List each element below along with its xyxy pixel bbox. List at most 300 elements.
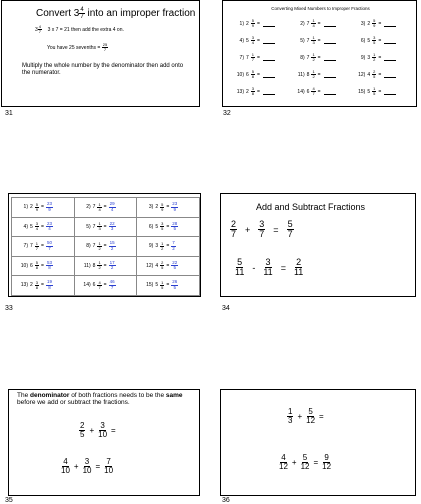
answer-blank: [263, 37, 275, 44]
slide-number-33: 33: [5, 305, 13, 312]
fraction-a: [61, 458, 70, 475]
denominator: 4: [251, 40, 255, 45]
slide-number-31: 31: [5, 110, 13, 117]
numerator: 50: [46, 240, 52, 246]
answer-blank: [324, 88, 336, 95]
answer-fraction: [46, 261, 53, 271]
numerator: 23: [46, 220, 52, 226]
denominator: 9: [35, 206, 39, 212]
denominator: 2: [373, 57, 376, 62]
answer-cell: [12, 218, 75, 238]
denominator: 5: [80, 430, 85, 439]
numerator: 15: [109, 240, 115, 246]
equals-sign: =: [378, 54, 382, 61]
numerator: 2: [231, 219, 237, 229]
numerator: 1: [161, 279, 164, 285]
numerator: 5: [373, 18, 376, 23]
equals-sign: =: [41, 282, 44, 289]
question-cell: [352, 15, 413, 32]
question-number: 9): [148, 243, 154, 250]
fraction-a: [279, 454, 288, 471]
question-cell: [231, 15, 292, 32]
equals-sign: =: [166, 223, 170, 230]
denominator: 2: [161, 245, 164, 251]
mixed-fraction: [35, 203, 39, 212]
text-pre: The: [17, 392, 31, 399]
mixed-fraction: [251, 87, 255, 96]
whole-number: 4: [155, 262, 159, 269]
equals-sign: =: [378, 37, 382, 44]
question-cell: [352, 32, 413, 49]
question-number: 3): [360, 20, 366, 27]
numerator: 1: [251, 52, 255, 57]
denominator: 8: [48, 284, 51, 290]
question-cell: [292, 32, 353, 49]
answer-cell: [12, 276, 75, 296]
question-number: 10): [20, 262, 28, 269]
numerator: 1: [98, 221, 101, 227]
denominator: 2: [312, 74, 315, 79]
answer-grid: [11, 197, 200, 296]
denominator: 10: [82, 466, 92, 475]
mixed-fraction: [372, 70, 376, 79]
title-suffix: into an improper fraction: [87, 8, 196, 20]
numerator: 2: [80, 421, 85, 430]
fraction-a: [79, 422, 85, 439]
numerator: 1: [98, 260, 101, 266]
mixed-fraction: [160, 203, 164, 212]
question-number: 2): [86, 204, 91, 211]
answer-blank: [384, 20, 396, 27]
equals-sign: =: [41, 204, 44, 211]
question-number: 4): [239, 37, 244, 44]
text-bold-same: same: [165, 392, 183, 399]
equals-sign: =: [317, 37, 321, 44]
numerator: 1: [98, 240, 101, 246]
equals-sign: =: [317, 88, 321, 95]
numerator: 3: [251, 35, 255, 40]
question-number: 11): [83, 262, 91, 269]
denominator: 12: [306, 416, 316, 425]
denominator: 4: [35, 226, 39, 232]
mixed-fraction: [311, 87, 315, 96]
question-number: 15): [146, 282, 154, 289]
whole-number: 5: [367, 88, 371, 95]
denominator: 9: [161, 206, 164, 212]
numerator: 4: [80, 7, 84, 13]
numerator: 19: [46, 279, 52, 285]
whole-number: 2: [155, 204, 159, 211]
mixed-fraction: [372, 36, 376, 45]
answer-fraction: [171, 241, 176, 251]
slide-number-36: 36: [222, 497, 230, 504]
whole-number: 7: [306, 54, 310, 61]
denominator: 5: [161, 284, 164, 290]
operator: -: [252, 262, 256, 273]
whole-number: 5: [155, 223, 159, 230]
denominator: 11: [293, 267, 304, 277]
question-number: 7): [239, 54, 244, 61]
fraction-b: [98, 422, 107, 439]
question-cell: [352, 49, 413, 66]
title-fraction: [79, 7, 84, 20]
question-number: 14): [83, 282, 91, 289]
slide-31[interactable]: [1, 0, 200, 107]
numerator: 3: [100, 421, 105, 430]
fraction-b: [306, 408, 315, 425]
answer-fraction: [171, 202, 178, 212]
question-number: 12): [358, 71, 366, 78]
equals-sign: =: [41, 262, 44, 269]
answer-cell: [137, 276, 200, 296]
denominator: 5: [161, 265, 164, 271]
answer-fraction: [46, 222, 53, 232]
denominator: 5: [161, 226, 164, 232]
denominator: 7: [110, 284, 114, 290]
answer-fraction: [109, 202, 116, 212]
numerator: 5: [35, 201, 39, 207]
slide-34-title: Add and Subtract Fractions: [256, 202, 366, 212]
numerator: 3: [161, 221, 164, 227]
operator: +: [73, 462, 79, 471]
whole-number: 6: [92, 282, 96, 289]
denominator: 9: [373, 23, 376, 28]
equals-sign: =: [103, 262, 107, 269]
numerator: 3: [35, 279, 39, 285]
slide-34[interactable]: [220, 193, 416, 297]
numerator: 46: [109, 279, 115, 285]
whole-number: 2: [367, 20, 371, 27]
operator: +: [297, 412, 303, 421]
equals-sign: =: [95, 462, 101, 471]
numerator: 26: [172, 279, 178, 285]
mixed-fraction: [372, 19, 376, 28]
question-number: 7): [23, 243, 28, 250]
numerator: 4: [98, 279, 101, 285]
numerator: 1: [312, 52, 315, 57]
denominator: 5: [173, 265, 177, 271]
answer-blank: [384, 71, 396, 78]
numerator: 25: [102, 42, 108, 47]
equation-2: [279, 454, 331, 471]
whole-number: 5: [246, 37, 249, 44]
equals-sign: =: [257, 37, 260, 44]
equals-sign: =: [257, 20, 260, 27]
equals-sign: =: [166, 204, 170, 211]
denominator: 8: [251, 91, 255, 96]
denominator: 5: [173, 284, 177, 290]
answer-cell: [137, 198, 200, 218]
step-whole: 3: [35, 26, 38, 33]
numerator: 3: [251, 86, 255, 91]
numerator: 7: [106, 457, 111, 466]
fraction-b: [83, 458, 92, 475]
result-fraction: [322, 454, 331, 471]
fraction-a: [235, 258, 244, 277]
numerator: 3: [259, 219, 265, 229]
title-prefix: Convert 3: [36, 8, 80, 20]
text-post: before we add or subtract the fractions.: [17, 399, 130, 407]
mixed-fraction: [372, 53, 376, 62]
numerator: 22: [172, 259, 178, 265]
mixed-fraction: [311, 53, 315, 62]
question-number: 5): [300, 37, 305, 44]
equals-sign: =: [257, 71, 260, 78]
denominator: 2: [172, 245, 175, 251]
slide-31-step: [35, 25, 124, 34]
denominator: 7: [38, 29, 42, 34]
numerator: 5: [251, 18, 255, 23]
equals-sign: =: [313, 458, 319, 467]
whole-number: 7: [30, 243, 33, 250]
equals-sign: =: [111, 426, 116, 435]
whole-number: 2: [246, 88, 249, 95]
question-number: 6): [148, 223, 154, 230]
numerator: 5: [161, 201, 164, 207]
denominator: 12: [322, 462, 332, 471]
slide-33[interactable]: [8, 193, 201, 297]
question-number: 15): [358, 88, 366, 95]
denominator: 7: [103, 47, 107, 52]
numerator: 3: [35, 221, 39, 227]
answer-cell: [12, 257, 75, 277]
question-number: 13): [20, 282, 28, 289]
equation-1: [230, 220, 294, 239]
slide-number-34: 34: [222, 305, 230, 312]
fraction-b: [301, 454, 310, 471]
denominator: 3: [312, 40, 315, 45]
numerator: 5: [308, 407, 313, 416]
slide-31-title: [36, 7, 195, 20]
denominator: 2: [98, 265, 101, 271]
answer-blank: [263, 54, 275, 61]
whole-number: 2: [30, 282, 33, 289]
equals-sign: =: [378, 20, 382, 27]
equals-sign: =: [166, 243, 170, 250]
answer-fraction: [46, 241, 53, 251]
numerator: 5: [35, 260, 39, 266]
mixed-fraction: [251, 19, 255, 28]
numerator: 22: [109, 220, 115, 226]
result-fraction: [102, 43, 108, 52]
numerator: 9: [324, 453, 329, 462]
denominator: 10: [98, 430, 108, 439]
numerator: 1: [35, 240, 39, 246]
denominator: 9: [251, 23, 255, 28]
question-grid: [231, 15, 413, 100]
equals-sign: =: [103, 204, 107, 211]
denominator: 8: [35, 265, 39, 271]
numerator: 23: [172, 201, 178, 207]
fraction-a: [287, 408, 293, 425]
equation-1: [287, 408, 324, 425]
numerator: 1: [312, 18, 315, 23]
answer-fraction: [46, 202, 53, 212]
mixed-fraction: [372, 87, 376, 96]
equals-sign: =: [319, 412, 324, 421]
denominator: 8: [35, 284, 39, 290]
mixed-fraction: [97, 281, 101, 290]
numerator: 5: [251, 69, 255, 74]
answer-fraction: [109, 241, 116, 251]
question-number: 6): [360, 37, 366, 44]
step-text: 3 x 7 = 21 then add the extra 4 on.: [47, 26, 124, 33]
equals-sign: =: [103, 223, 107, 230]
denominator: 7: [80, 14, 84, 20]
equals-sign: =: [41, 243, 44, 250]
numerator: 3: [373, 35, 376, 40]
question-cell: [352, 66, 413, 83]
fraction-b: [258, 220, 265, 239]
answer-fraction: [171, 261, 178, 271]
question-number: 5): [86, 223, 91, 230]
question-number: 11): [297, 71, 305, 78]
denominator: 5: [373, 40, 376, 45]
denominator: 4: [312, 23, 315, 28]
question-number: 10): [236, 71, 244, 78]
whole-number: 3: [367, 54, 371, 61]
question-number: 8): [86, 243, 91, 250]
numerator: 1: [161, 240, 164, 246]
whole-number: 7: [306, 20, 310, 27]
answer-fraction: [46, 280, 53, 290]
question-number: 4): [23, 223, 28, 230]
numerator: 7: [172, 240, 175, 246]
equals-sign: =: [103, 282, 107, 289]
denominator: 11: [263, 267, 273, 277]
equals-sign: =: [378, 88, 382, 95]
question-cell: [231, 83, 292, 100]
answer-blank: [263, 20, 275, 27]
mixed-fraction: [97, 203, 101, 212]
denominator: 7: [98, 284, 101, 290]
question-number: 8): [300, 54, 305, 61]
numerator: 28: [172, 220, 178, 226]
denominator: 7: [287, 229, 293, 239]
mixed-fraction: [251, 70, 255, 79]
numerator: 1: [312, 69, 315, 74]
question-cell: [292, 15, 353, 32]
mixed-fraction: [160, 222, 164, 231]
denominator: 2: [98, 245, 101, 251]
whole-number: 2: [246, 20, 249, 27]
numerator: 4: [281, 453, 286, 462]
text-mid: of both fractions needs to be the: [69, 392, 166, 399]
mixed-fraction: [97, 242, 101, 251]
question-cell: [231, 49, 292, 66]
equals-sign: =: [166, 262, 170, 269]
denominator: 5: [373, 91, 376, 96]
answer-cell: [137, 218, 200, 238]
result-text: You have 25 sevenths =: [47, 44, 101, 51]
answer-cell: [75, 198, 138, 218]
denominator: 8: [251, 74, 255, 79]
numerator: 1: [373, 52, 376, 57]
mixed-fraction: [251, 36, 255, 45]
numerator: 2: [161, 260, 164, 266]
numerator: 1: [373, 86, 376, 91]
question-number: 1): [23, 204, 28, 211]
denominator: 7: [231, 229, 237, 239]
equals-sign: =: [257, 54, 260, 61]
slide-31-instruction: Multiply the whole number by the denominator then add onto the numerator.: [22, 63, 184, 76]
equals-sign: =: [41, 223, 44, 230]
whole-number: 6: [246, 71, 249, 78]
answer-blank: [324, 54, 336, 61]
question-cell: [352, 83, 413, 100]
denominator: 7: [251, 57, 255, 62]
whole-number: 4: [367, 71, 371, 78]
whole-number: 2: [30, 204, 33, 211]
answer-fraction: [171, 222, 178, 232]
slide-36[interactable]: [220, 389, 416, 496]
operator: +: [245, 224, 251, 235]
numerator: 1: [312, 35, 315, 40]
mixed-fraction: [251, 53, 255, 62]
answer-blank: [324, 71, 336, 78]
mixed-fraction: [35, 261, 39, 270]
answer-cell: [137, 257, 200, 277]
answer-cell: [75, 218, 138, 238]
denominator: 7: [48, 245, 51, 251]
mixed-fraction: [160, 261, 164, 270]
whole-number: 7: [246, 54, 249, 61]
denominator: 8: [48, 265, 51, 271]
answer-cell: [137, 237, 200, 257]
numerator: 4: [63, 457, 68, 466]
question-number: 12): [146, 262, 154, 269]
mixed-fraction: [97, 261, 101, 270]
numerator: 5: [302, 453, 308, 462]
mixed-fraction: [35, 281, 39, 290]
slide-35[interactable]: [8, 389, 200, 496]
answer-fraction: [109, 222, 116, 232]
numerator: 29: [109, 201, 115, 207]
denominator: 7: [259, 229, 265, 239]
question-cell: [292, 49, 353, 66]
numerator: 53: [46, 259, 52, 265]
equals-sign: =: [378, 71, 382, 78]
question-number: 3): [148, 204, 154, 211]
numerator: 4: [38, 24, 42, 29]
answer-blank: [324, 20, 336, 27]
whole-number: 6: [30, 262, 33, 269]
equation-2: [235, 258, 303, 277]
equals-sign: =: [317, 54, 321, 61]
whole-number: 7: [92, 223, 96, 230]
whole-number: 5: [155, 282, 159, 289]
question-cell: [292, 66, 353, 83]
answer-cell: [75, 276, 138, 296]
numerator: 3: [84, 457, 90, 466]
slide-32[interactable]: [222, 0, 417, 107]
denominator: 7: [35, 245, 39, 251]
equals-sign: =: [317, 71, 321, 78]
whole-number: 7: [92, 204, 96, 211]
whole-number: 7: [92, 243, 96, 250]
denominator: 3: [288, 416, 293, 425]
answer-cell: [75, 237, 138, 257]
answer-cell: [75, 257, 138, 277]
whole-number: 5: [367, 37, 371, 44]
answer-cell: [12, 237, 75, 257]
denominator: 11: [235, 267, 245, 277]
operator: +: [89, 426, 95, 435]
question-cell: [292, 83, 353, 100]
whole-number: 7: [306, 37, 310, 44]
denominator: 3: [110, 226, 114, 232]
mixed-fraction: [160, 242, 164, 251]
